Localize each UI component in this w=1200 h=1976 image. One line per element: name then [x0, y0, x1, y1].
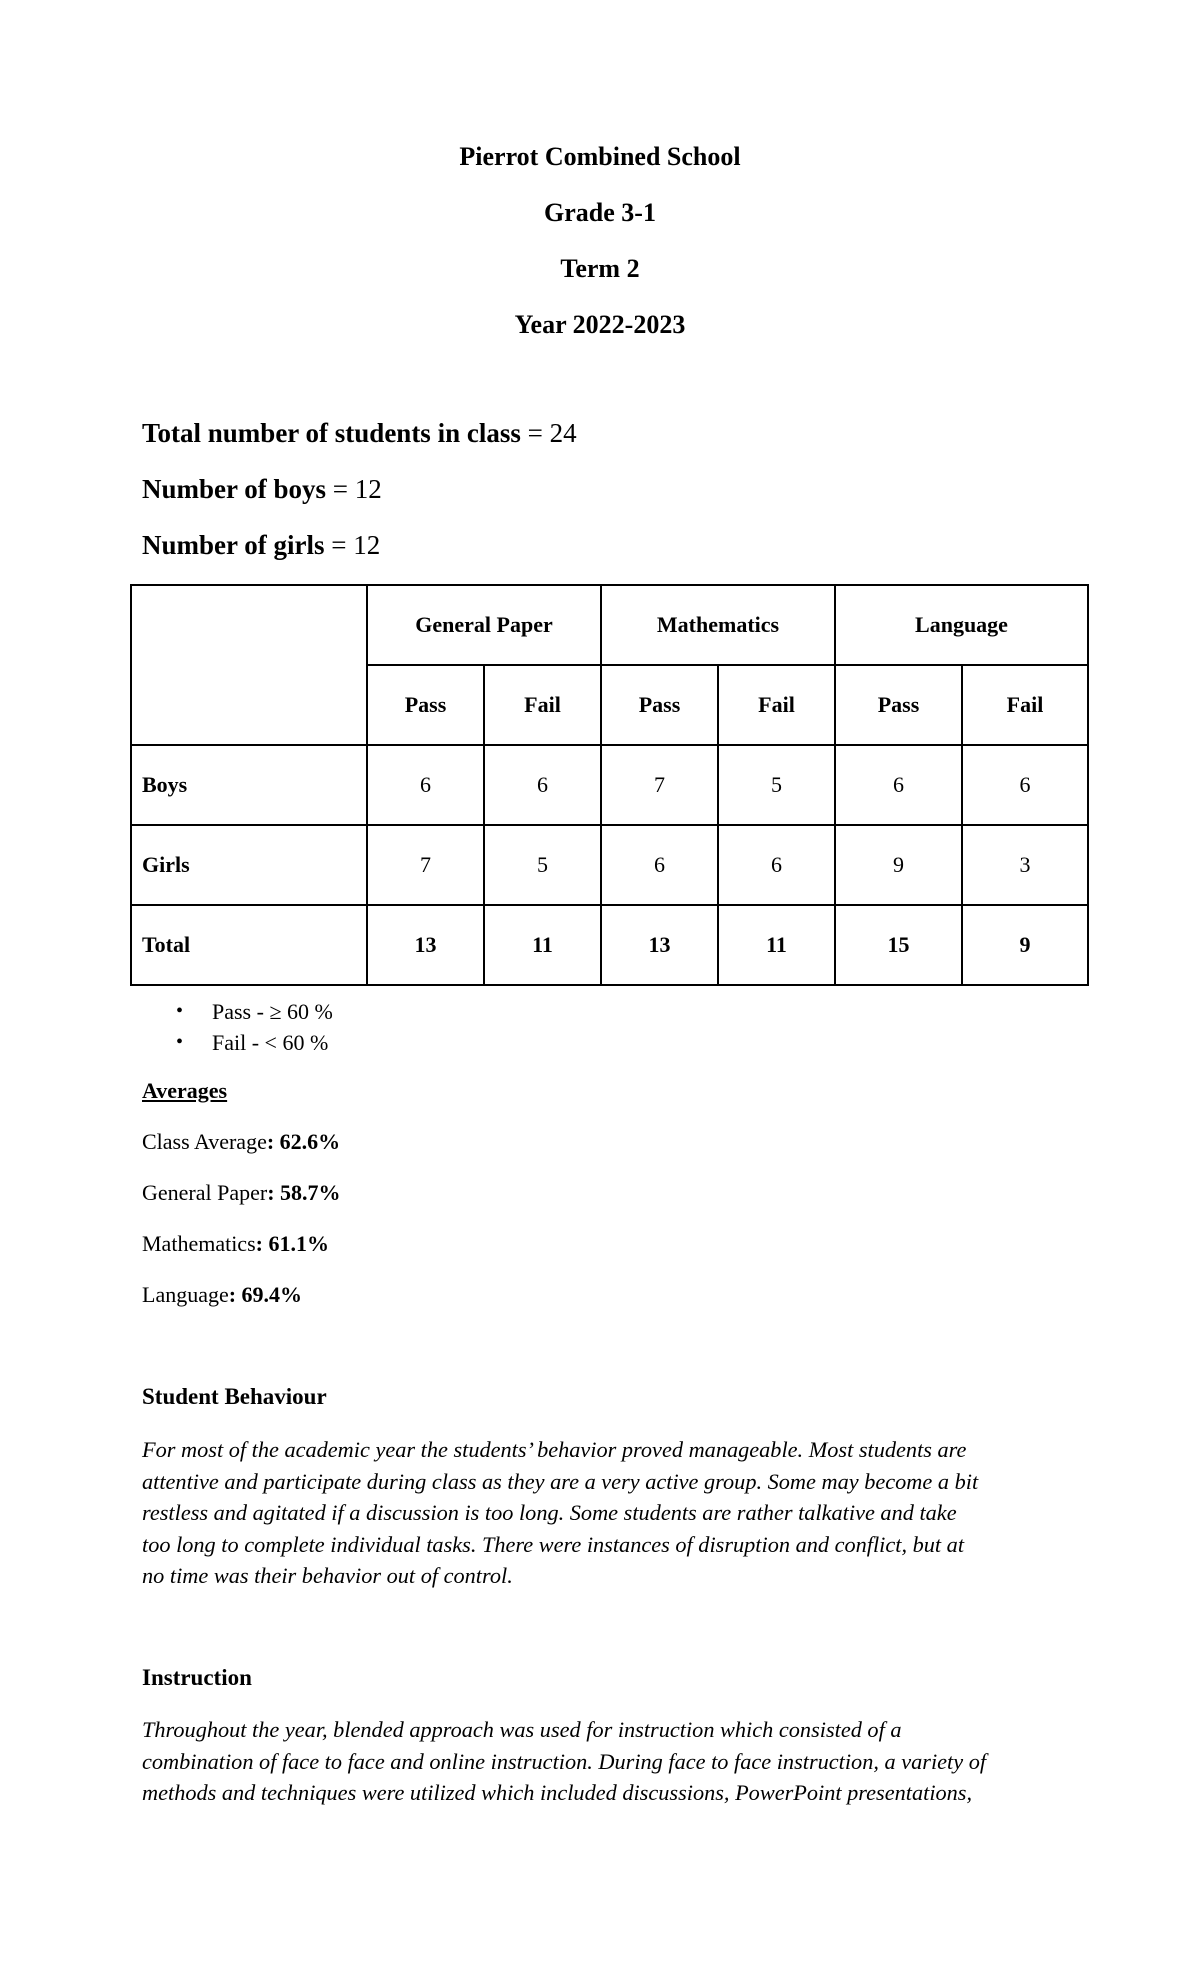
- paragraph-line: Throughout the year, blended approach was used for instruction which consisted of a: [142, 1717, 902, 1742]
- table-cell: 6: [367, 745, 484, 825]
- legend-fail: Fail - < 60 %: [212, 1030, 329, 1055]
- general-paper-average: [142, 1180, 341, 1206]
- pass-fail-header: Fail: [718, 665, 835, 745]
- average-value: : 62.6%: [266, 1129, 341, 1154]
- average-value: : 58.7%: [267, 1180, 341, 1205]
- behaviour-paragraph: [142, 1434, 1062, 1592]
- bullet-icon: •: [176, 1000, 184, 1022]
- average-value: : 69.4%: [228, 1282, 303, 1307]
- paragraph-line: For most of the academic year the students’ behavior proved manageable. Most students are: [142, 1437, 967, 1462]
- behaviour-title: Student Behaviour: [142, 1384, 327, 1409]
- table-cell: 9: [835, 825, 962, 905]
- table-cell: 7: [601, 745, 718, 825]
- list-item: [172, 1027, 333, 1058]
- average-value: : 61.1%: [255, 1231, 329, 1256]
- language-average: [142, 1282, 302, 1308]
- table-cell: 11: [718, 905, 835, 985]
- paragraph-line: attentive and participate during class as they are a very active group. Some may become a bit: [142, 1468, 979, 1494]
- table-cell: 13: [367, 905, 484, 985]
- class-average: [142, 1129, 340, 1155]
- average-label: Language: [142, 1282, 229, 1307]
- table-cell: 6: [601, 825, 718, 905]
- subject-header: Mathematics: [601, 585, 835, 665]
- instruction-paragraph: [142, 1714, 1062, 1809]
- table-cell: 6: [718, 825, 835, 905]
- row-label: Boys: [131, 745, 367, 825]
- table-cell: 6: [835, 745, 962, 825]
- pass-fail-header: Pass: [367, 665, 484, 745]
- table-cell: 5: [484, 825, 601, 905]
- table-corner-cell: [131, 585, 367, 745]
- subject-header: Language: [835, 585, 1088, 665]
- school-name: Pierrot Combined School: [459, 142, 741, 171]
- average-label: General Paper: [142, 1180, 268, 1205]
- row-label: Total: [131, 905, 367, 985]
- paragraph-line: restless and agitated if a discussion is too long. Some students are rather talkative and take: [142, 1500, 957, 1525]
- table-cell: 15: [835, 905, 962, 985]
- table-cell: 13: [601, 905, 718, 985]
- girls-count: [142, 530, 380, 561]
- paragraph-line: combination of face to face and online instruction. During face to face instruction, a variety of: [142, 1748, 987, 1774]
- averages-title: Averages: [142, 1078, 228, 1103]
- pass-fail-header: Pass: [601, 665, 718, 745]
- boys-count-label: Number of boys: [142, 474, 327, 504]
- mathematics-average: [142, 1231, 329, 1257]
- pass-fail-header: Fail: [962, 665, 1088, 745]
- girls-count-label: Number of girls: [142, 530, 325, 560]
- term-title: Term 2: [560, 254, 640, 283]
- table-cell: 11: [484, 905, 601, 985]
- total-students-label: Total number of students in class: [142, 418, 521, 448]
- total-students: [142, 418, 577, 449]
- list-item: [172, 996, 333, 1027]
- paragraph-line: too long to complete individual tasks. There were instances of disruption and conflict, but at: [142, 1531, 965, 1557]
- boys-count-value: = 12: [326, 474, 382, 504]
- table-cell: 7: [367, 825, 484, 905]
- paragraph-line: methods and techniques were utilized which included discussions, PowerPoint presentations,: [142, 1780, 973, 1805]
- pass-fail-header: Fail: [484, 665, 601, 745]
- average-label: Class Average: [142, 1129, 267, 1154]
- table-cell: 3: [962, 825, 1088, 905]
- boys-count: [142, 474, 382, 505]
- legend-pass: Pass - ≥ 60 %: [212, 999, 333, 1024]
- table-cell: 9: [962, 905, 1088, 985]
- table-total-row: [131, 905, 1088, 985]
- row-label: Girls: [131, 825, 367, 905]
- table-subject-row: [131, 585, 1088, 665]
- subject-header: General Paper: [367, 585, 601, 665]
- table-row: [131, 745, 1088, 825]
- paragraph-line: no time was their behavior out of control.: [142, 1563, 513, 1588]
- table-row: [131, 825, 1088, 905]
- bullet-icon: •: [176, 1031, 184, 1053]
- table-cell: 5: [718, 745, 835, 825]
- total-students-value: = 24: [520, 418, 577, 448]
- girls-count-value: = 12: [324, 530, 381, 560]
- year-title: Year 2022-2023: [514, 310, 686, 339]
- pass-fail-header: Pass: [835, 665, 962, 745]
- table-cell: 6: [962, 745, 1088, 825]
- pass-fail-legend: [172, 996, 333, 1058]
- results-table: [130, 584, 1089, 986]
- instruction-title: Instruction: [142, 1665, 252, 1690]
- table-cell: 6: [484, 745, 601, 825]
- grade-title: Grade 3-1: [544, 198, 656, 227]
- average-label: Mathematics: [142, 1231, 256, 1256]
